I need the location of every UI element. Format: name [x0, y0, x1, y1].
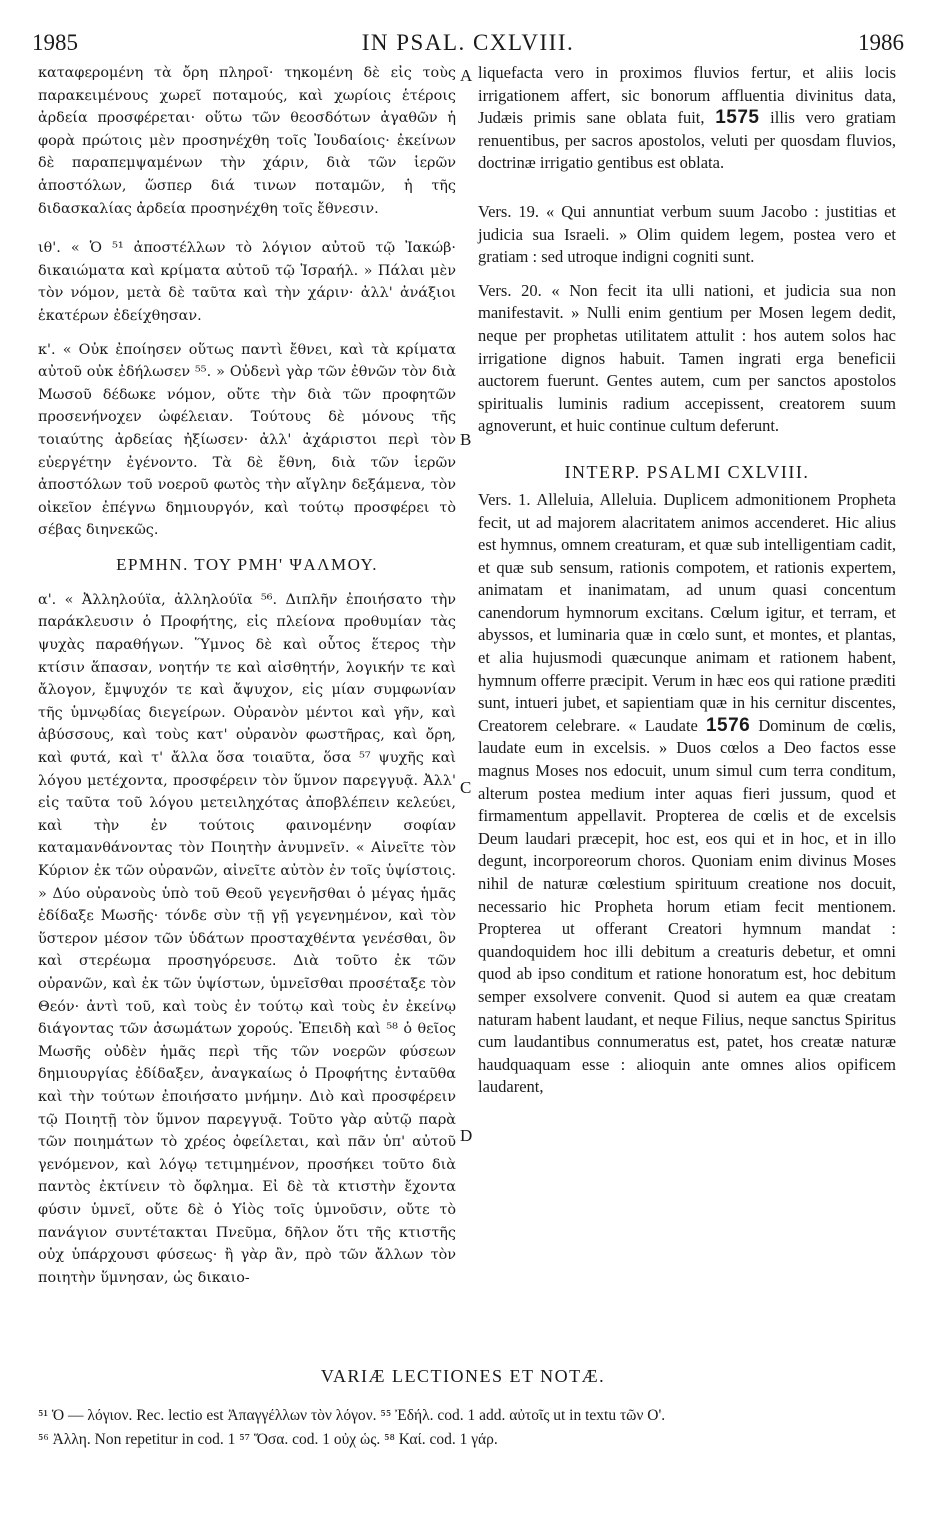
note-line: ⁵⁶ Ἀλλη. Non repetitur in cod. 1 ⁵⁷ Ὅσα. cod. 1 οὐχ ὡς. ⁵⁸ Καί. cod. 1 γάρ. [38, 1431, 498, 1448]
greek-paragraph: ιθ'. « Ὁ ⁵¹ ἀποστέλλων τὸ λόγιον αὐτοῦ τῷ Ἰακώβ· δικαιώματα καὶ κρίματα αὐτοῦ τῷ Ἰσραήλ. » Πάλαι μὲν τὸν νόμον, μετὰ δὲ ταῦτα καὶ τὴν χάριν· ἀλλ' ἀνάξιοι ἑκατέρων ἐδείχθησαν. [38, 240, 456, 324]
note-line: ⁵¹ Ὁ — λόγιον. Rec. lectio est Ἀπαγγέλλων τὸν λόγον. ⁵⁵ Ἐδήλ. cod. 1 add. αὐτοῖς ut in textu τῶν Ο'. [38, 1407, 666, 1424]
margin-letter: D [460, 1126, 473, 1145]
greek-column [38, 62, 456, 1289]
column-number: 1575 [715, 107, 760, 129]
latin-section-title: INTERP. PSALMI CXLVIII. [564, 461, 810, 482]
running-header [32, 30, 904, 64]
column-number: 1576 [705, 714, 751, 736]
margin-letter: A [460, 66, 473, 85]
greek-section-title: ΕΡΜΗΝ. ΤΟΥ ΡΜΗ' ΨΑΛΜΟΥ. [116, 554, 378, 574]
greek-paragraph: καταφερομένη τὰ ὄρη πληροῖ· τηκομένη δὲ εἰς τοὺς παρακειμένους χωρεῖ ποταμούς, καὶ χωρίοις ἑτέροις ἀρδεία προσφέρεται· οὕτω τῶν θεοσδότων ἀγαθῶν ἡ φορὰ πρώτοις μὲν προσηνέχθη τοῖς Ἰουδαίοις· ἐκείνων δὲ παραπεμψαμένων τὴν χάριν, διὰ τῶν ἱερῶν ἀποστόλων, ὥσπερ διά τινων ποταμῶν, ἡ τῆς διδασκαλίας ἀρδεία προσηνέχθη τοῖς ἔθνεσιν. [38, 65, 456, 217]
latin-paragraph: liquefacta vero in proximos fluvios fertur, et aliis locis irrigationem affert, sic bonorum affluentia divinitus data, Judæis primis sane oblata fuit, 1575 illis vero gratiam renuentibus, per sacros apostolos, veluti per quosdam fluvios, doctrinæ irrigatio gentibus est oblata. [478, 63, 896, 173]
greek-paragraph: κ'. « Οὐκ ἐποίησεν οὕτως παντὶ ἔθνει, καὶ τὰ κρίματα αὐτοῦ οὐκ ἐδήλωσεν ⁵⁵. » Οὐδενὶ γὰρ τῶν ἐθνῶν τὸν διὰ Μωσοῦ δέδωκε νόμον, οὔτε τὴν διὰ τῶν προφητῶν προσενήνοχεν ὠφέλειαν. Τούτους δὲ μόνους τῆς τοιαύτης ἀρδείας ἠξίωσεν· ἀλλ' ἀχάριστοι περὶ τὸν εὐεργέτην ἐγένοντο. Τὰ δὲ ἔθνη, διὰ τῶν ἱερῶν ἀποστόλων τοῦ νοεροῦ φωτὸς τὴν αἴγλην δεξάμενα, τὸν οἰκεῖον ἐπέγνω δημιουργόν, καὶ τούτῳ προσφέρει τὸ σέβας διηνεκῶς. [38, 341, 456, 539]
page-number-left: 1985 [32, 30, 78, 55]
page-title: IN PSAL. CXLVIII. [361, 30, 575, 55]
latin-paragraph: Vers. 1. Alleluia, Alleluia. Duplicem admonitionem Propheta fecit, ut ad majorem alacritatem animos accenderet. Hic alius est hymnus, omnem creaturam, et quæ sub intelligentiam cadit, et quæ sub sensum, rationis compotem, et rationis expertem, animatam et inanimatam, ad unum quasi concentum canendorum hymnorum excitans. Cœlum igitur, et terram, et abyssos, et luminaria quæ in cœlo sunt, et montes, et plantas, et alia hujusmodi quæcunque animam et rationem habent, hymnum offerre præcipit. Verum in hæc eos qui ratione præditi sunt, intueri jubet, et sapientiam quæ in his cernitur discentes, Creatorem celebrare. « Laudate 1576 Dominum de cœlis, laudate eum in excelsis. » Duos cœlos a Deo factos esse magnus Moses nos edocuit, unum simul cum terra conditum, alterum postea medium inter aquas fieri jussum, quod et firmamentum appellavit. Propterea de cœlis et de excelsis Deum laudari præcepit, hoc est, eos qui et in hoc, et in illo degunt, incorporeorum choros. Quoniam enim divinus Moses nihil de naturæ cœlestium spirituum creatione nos docuit, necessario hic Propheta horum etiam fecit mentionem. Propterea ut offerant Creatori hymnum mandat : quandoquidem hoc illi debitum a creaturis debetur, et omni quod ab ipso conditum et ratione honoratum est, hoc debitum semper exsolvere convenit. Quod si autem ea quæ creatam naturam habent laudant, et neque Filius, neque sanctus Spiritus cum laudantibus connumeratus est, patet, hos creatæ naturæ haudquaquam esse : alioquin ante omnes alios opificem laudarent, [478, 489, 897, 1097]
margin-letter: C [460, 778, 472, 797]
greek-paragraph: α'. « Ἀλληλούϊα, ἀλληλούϊα ⁵⁶. Διπλῆν ἐποιήσατο τὴν παράκλευσιν ὁ Προφήτης, εἰς πλείονα προθυμίαν τὰς ψυχὰς παραθήγων. Ὕμνος δὲ καὶ οὗτος ἕτερος τὴν κτίσιν ἅπασαν, νοητήν τε καὶ αἰσθητήν, λογικήν τε καὶ ἄλογον, ἔμψυχόν τε καὶ ἄψυχον, εἰς μίαν συμφωνίαν τῆς ὑμνῳδίας διεγείρων. Οὐρανὸν μέντοι καὶ γῆν, καὶ ἀβύσσους, καὶ τοὺς κατ' οὐρανὸν φωστῆρας, καὶ ὄρη, καὶ φυτά, καὶ τ' ἄλλα ὅσα τοιαῦτα, ὅσα ⁵⁷ ψυχῆς καὶ λόγου μετέχοντα, προσφέρειν τὸν ὕμνον παρεγγυᾷ. Ἀλλ' εἰς ταῦτα τοῦ λόγου μετειληχότας ἀποβλέπειν κελεύει, καὶ τὴν ἐν τούτοις φαινομένην σοφίαν καταμανθάνοντας τὸν Ποιητὴν ἀνυμνεῖν. « Αἰνεῖτε τὸν Κύριον ἐκ τῶν οὐρανῶν, αἰνεῖτε αὐτὸν ἐν τοῖς ὑψίστοις. » Δύο οὐρανοὺς ὑπὸ τοῦ Θεοῦ γεγενῆσθαι ὁ μέγας ἡμᾶς ἐδίδαξε Μωσῆς· τόνδε σὺν τῇ γῇ γεγενημένον, καὶ τὸν ὕστερον μέσον τῶν ὑδάτων προσταχθέντα γενέσθαι, ὃν καὶ στερέωμα προσηγόρευσε. Διὰ τοῦτο ἐκ τῶν οὐρανῶν, καὶ ἐκ τῶν ὑψίστων, ὑμνεῖσθαι προσέταξε τὸν Θεόν· ἀντὶ τοῦ, καὶ τοὺς ἐν τούτῳ καὶ τοὺς ἐν ἐκείνῳ διάγοντας τῶν ἀσωμάτων χορούς. Ἐπειδὴ καὶ ⁵⁸ ὁ θεῖος Μωσῆς οὐδὲν ἡμᾶς περὶ τῆς τῶν νοερῶν φύσεων δημιουργίας ἐδίδαξεν, ἀναγκαίως ὁ Προφήτης ἐνταῦθα καὶ τὴν τούτων ἐποιήσατο μνήμην. Διὸ καὶ προσφέρειν τῷ Ποιητῇ τὸν ὕμνον παρεγγυᾷ. Τοῦτο γὰρ αὐτῷ παρὰ τῶν ποιημάτων τὸ χρέος ὀφείλεται, καὶ πᾶν ὑπ' αὐτοῦ γενόμενον, καὶ λόγῳ τετιμημένον, προσήκει τοῦτο διὰ παντὸς ἐκτίνειν τὸ ὄφλημα. Εἰ δὲ τὰ κτιστὴν ἔχοντα φύσιν ὑμνεῖ, οὔτε δὲ ὁ Υἱὸς τοῖς ὑμνοῦσιν, οὔτε τὸ πανάγιον συντέτακται Πνεῦμα, δῆλον ὅτι τῆς κτιστῆς οὐχ ὑπάρχουσι φύσεως· ἢ γὰρ ἂν, πρὸ τῶν ἄλλων τὸν ποιητὴν ὕμνησαν, ὡς δικαιο- [38, 591, 456, 1286]
latin-paragraph: Vers. 20. « Non fecit ita ulli nationi, et judicia sua non manifestavit. » Nulli enim gentium per Mosen legem dedit, neque per prophetas utilitatem attulit : hos autem solos hac irrigatione dignos habuit. Tamen ingrati erga beneficii auctorem fuerunt. Gentes autem, cum per sanctos apostolos spiritualis luminis radium accepissent, creatorem suum agnoverunt, et huic continue cultum deferunt. [478, 280, 896, 436]
latin-column [478, 62, 896, 1099]
latin-paragraph: Vers. 19. « Qui annuntiat verbum suum Jacobo : justitias et judicia sua Israeli. » Olim quidem legem, postea vero et gratiam : sed utroque indigni cogniti sunt. [478, 201, 896, 267]
notes-block [38, 1404, 904, 1452]
margin-letter: B [460, 430, 472, 449]
page-number-right: 1986 [858, 30, 904, 55]
notes-title: VARIÆ LECTIONES ET NOTÆ. [320, 1366, 606, 1386]
